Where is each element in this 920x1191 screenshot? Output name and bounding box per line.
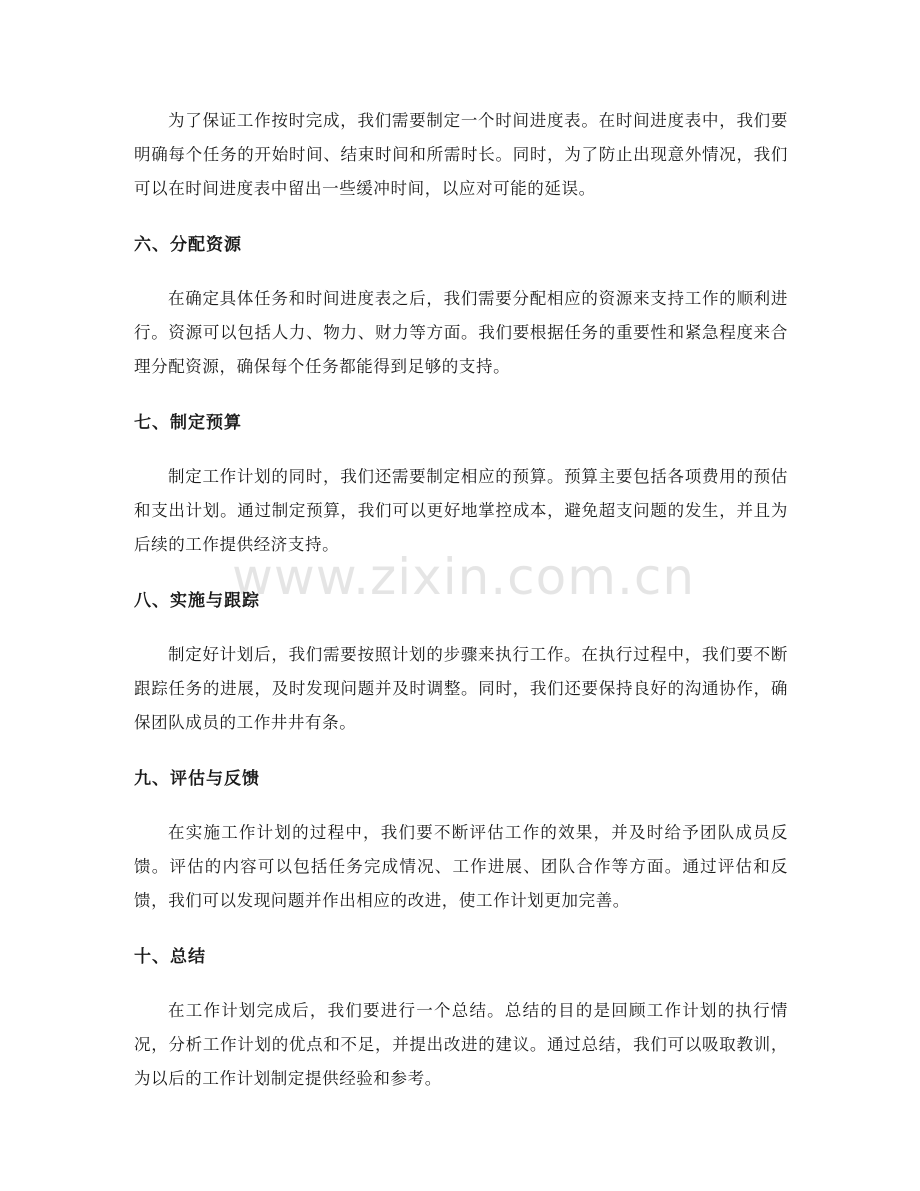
paragraph-summary: 在工作计划完成后，我们要进行一个总结。总结的目的是回顾工作计划的执行情况，分析工作计划的优点和不足，并提出改进的建议。通过总结，我们可以吸取教训，为以后的工作计划制定提供经验和参考。 (134, 1001, 788, 1088)
watermark-text: www.zixin.com.cn (232, 548, 696, 606)
heading-budget: 七、制定预算 (134, 413, 242, 433)
heading-evaluate-feedback: 九、评估与反馈 (134, 769, 260, 789)
paragraph-evaluate-feedback: 在实施工作计划的过程中，我们要不断评估工作的效果，并及时给予团队成员反馈。评估的内容可以包括任务完成情况、工作进展、团队合作等方面。通过评估和反馈，我们可以发现问题并作出相应的改进，使工作计划更加完善。 (134, 823, 788, 910)
heading-implement-track: 八、实施与跟踪 (134, 591, 260, 611)
document-body (134, 104, 788, 1118)
heading-summary: 十、总结 (134, 947, 206, 967)
paragraph-schedule: 为了保证工作按时完成，我们需要制定一个时间进度表。在时间进度表中，我们要明确每个任务的开始时间、结束时间和所需时长。同时，为了防止出现意外情况，我们可以在时间进度表中留出一些缓冲时间，以应对可能的延误。 (134, 111, 788, 198)
paragraph-budget: 制定工作计划的同时，我们还需要制定相应的预算。预算主要包括各项费用的预估和支出计划。通过制定预算，我们可以更好地掌控成本，避免超支问题的发生，并且为后续的工作提供经济支持。 (134, 467, 788, 554)
heading-allocate-resources: 六、分配资源 (134, 235, 242, 255)
paragraph-implement-track: 制定好计划后，我们需要按照计划的步骤来执行工作。在执行过程中，我们要不断跟踪任务的进展，及时发现问题并及时调整。同时，我们还要保持良好的沟通协作，确保团队成员的工作井井有条。 (134, 645, 788, 732)
paragraph-allocate-resources: 在确定具体任务和时间进度表之后，我们需要分配相应的资源来支持工作的顺利进行。资源可以包括人力、物力、财力等方面。我们要根据任务的重要性和紧急程度来合理分配资源，确保每个任务都能得到足够的支持。 (134, 289, 788, 376)
